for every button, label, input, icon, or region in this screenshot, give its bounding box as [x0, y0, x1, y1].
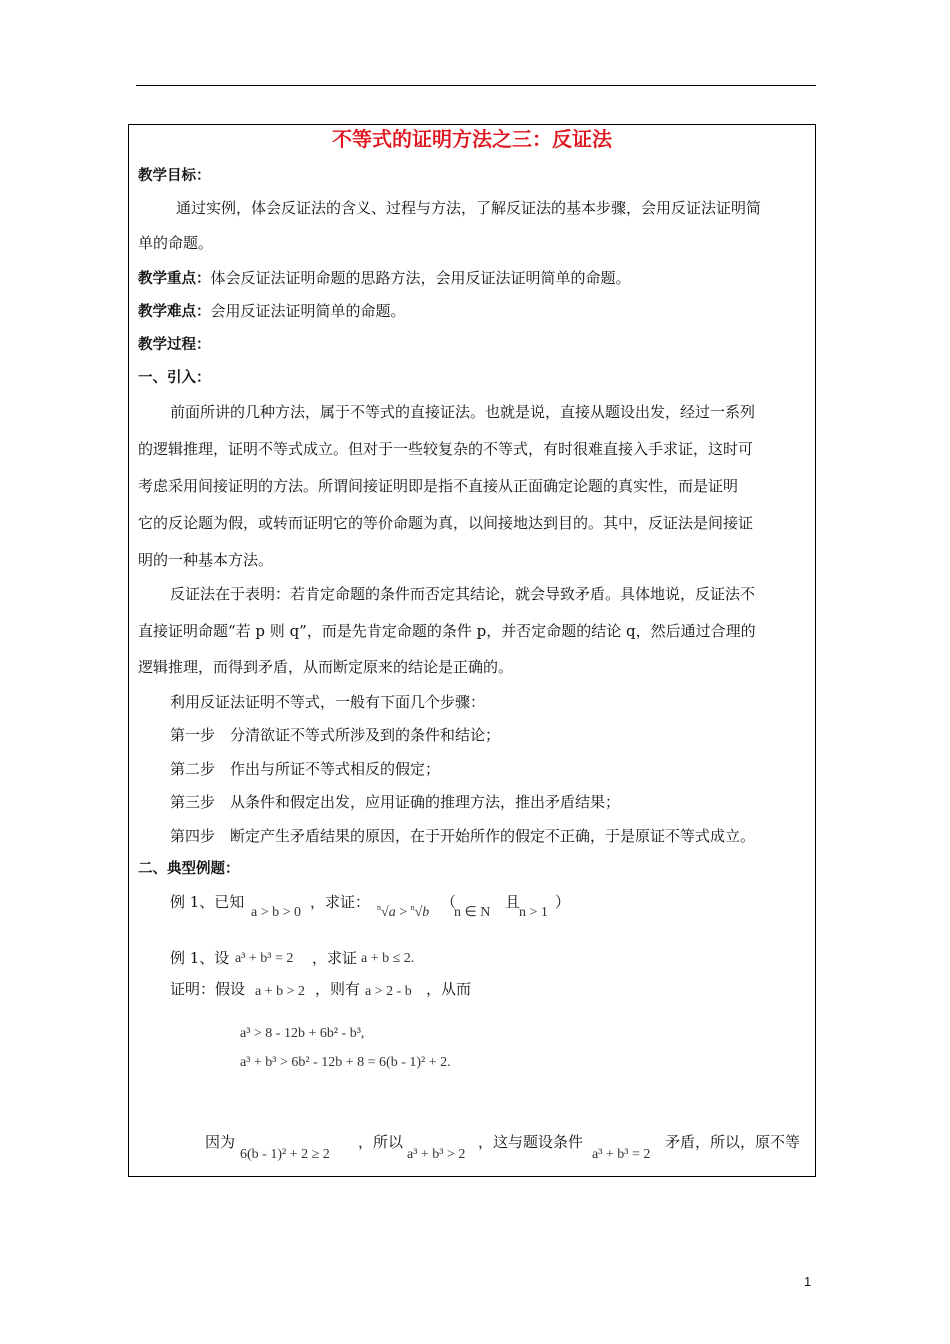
example2-prefix: 例 1、设	[170, 949, 230, 967]
proof-assumption: a + b > 2	[255, 984, 306, 999]
example1-claim: $^n$√a > $^n$√b	[377, 903, 430, 920]
paragraph-line: 的逻辑推理，证明不等式成立。但对于一些较复杂的不等式，有时很难直接入手求证，这时可	[138, 440, 754, 458]
paren-open: （	[441, 893, 457, 911]
example1-prefix: 例 1、已知	[170, 893, 245, 911]
so-text: ，所以	[358, 1133, 404, 1151]
paragraph-line: 它的反论题为假，或转而证明它的等价命题为真，以间接地达到目的。其中，反证法是间接证	[138, 514, 754, 532]
examples-heading: 二、典型例题：	[138, 861, 240, 877]
step-item: 第二步 作出与所证不等式相反的假定；	[170, 760, 441, 778]
header-rule	[136, 85, 816, 86]
paragraph-line: 前面所讲的几种方法，属于不等式的直接证法。也就是说，直接从题设出发，经过一系列	[170, 403, 756, 421]
paragraph-line: 直接证明命题“若 p 则 q”，而是先肯定命题的条件 p，并否定命题的结论 q，然后通过合理的	[138, 622, 756, 640]
proof-prefix: 证明：假设	[170, 980, 246, 998]
n-gt-1: n > 1	[519, 905, 548, 920]
key-text: 体会反证法证明命题的思路方法，会用反证法证明简单的命题。	[210, 269, 631, 287]
difficulty-text: 会用反证法证明简单的命题。	[210, 302, 406, 320]
root-index: n	[377, 903, 381, 912]
paragraph-line: 反证法在于表明：若肯定命题的条件而否定其结论，就会导致矛盾。具体地说，反证法不	[170, 585, 756, 603]
inequality: 6(b - 1)² + 2 ≥ 2	[240, 1147, 330, 1162]
n-in-n: n ∈ N	[454, 905, 491, 920]
root-index: n	[410, 903, 415, 912]
and-text: 且	[505, 893, 521, 911]
paragraph-line: 考虑采用间接证明的方法。所谓间接证明即是指不直接从正面确定论题的真实性，而是证明	[138, 477, 739, 495]
goal-text-line1: 通过实例，体会反证法的含义、过程与方法，了解反证法的基本步骤，会用反证法证明简	[176, 199, 762, 217]
step-item: 第三步 从条件和假定出发，应用证确的推理方法，推出矛盾结果；	[170, 793, 621, 811]
key-label: 教学重点：	[138, 271, 211, 287]
step-item: 第四步 断定产生矛盾结果的原因，在于开始所作的假定不正确，于是原证不等式成立。	[170, 827, 756, 845]
tail-text: 矛盾，所以，原不等	[665, 1133, 801, 1151]
example1-condition: a > b > 0	[251, 905, 302, 920]
equation-2: a³ + b³ > 6b² - 12b + 8 = 6(b - 1)² + 2.	[240, 1055, 451, 1070]
contradiction-text: ，这与题设条件	[478, 1133, 584, 1151]
example2-condition: a³ + b³ = 2	[235, 951, 294, 966]
example2-mid: ，求证	[312, 949, 358, 967]
proof-then: ，则有	[315, 980, 361, 998]
difficulty-label: 教学难点：	[138, 304, 211, 320]
steps-intro: 利用反证法证明不等式，一般有下面几个步骤：	[170, 693, 486, 711]
result-inequality: a³ + b³ > 2	[407, 1147, 466, 1162]
difficulty	[138, 301, 406, 322]
example1-mid: ，求证：	[310, 893, 371, 911]
paren-close: ）	[555, 893, 571, 911]
equation-1: a³ > 8 - 12b + 6b² - b³,	[240, 1026, 365, 1041]
example2-claim: a + b ≤ 2.	[361, 951, 415, 966]
paragraph-line: 明的一种基本方法。	[138, 551, 274, 569]
root-a: a	[388, 905, 396, 920]
because-text: 因为	[205, 1133, 236, 1151]
intro-heading: 一、引入：	[138, 370, 211, 386]
key-point	[138, 268, 631, 289]
given-condition: a³ + b³ = 2	[592, 1147, 651, 1162]
process-label: 教学过程：	[138, 337, 211, 353]
step-item: 第一步 分清欲证不等式所涉及到的条件和结论；	[170, 726, 501, 744]
document-title: 不等式的证明方法之三：反证法	[332, 127, 612, 151]
root-b: b	[422, 905, 430, 920]
page-number: 1	[804, 1274, 812, 1289]
paragraph-line: 逻辑推理，而得到矛盾，从而断定原来的结论是正确的。	[138, 658, 514, 676]
proof-derived: a > 2 - b	[365, 984, 412, 999]
goal-text-line2: 单的命题。	[138, 234, 214, 252]
proof-so: ，从而	[426, 980, 472, 998]
goal-label: 教学目标：	[138, 168, 211, 184]
